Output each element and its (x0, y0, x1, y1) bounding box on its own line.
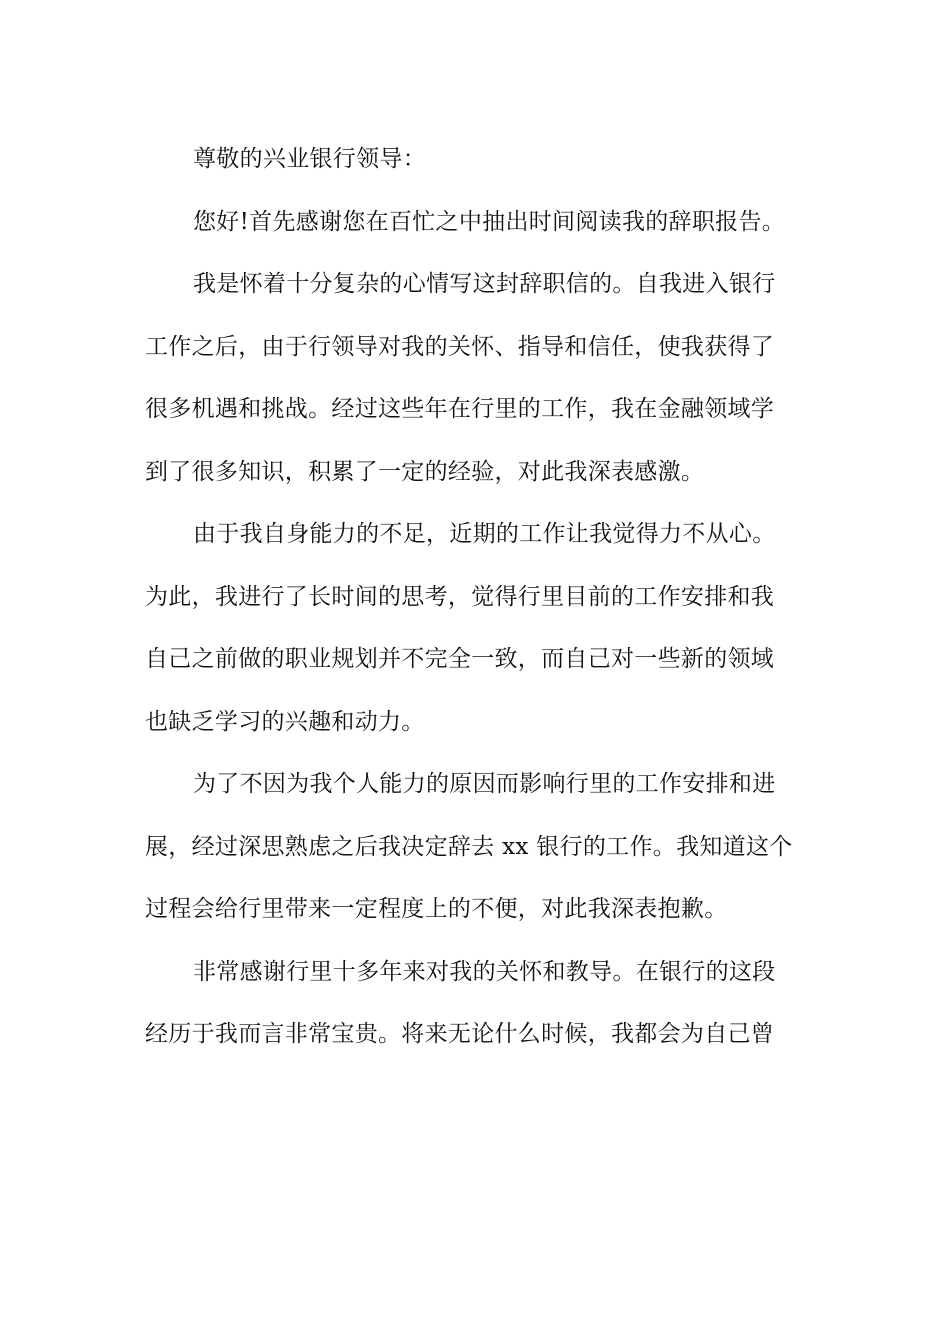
paragraph-2-line-3: 自己之前做的职业规划并不完全一致，而自己对一些新的领域 (145, 646, 775, 672)
paragraph-4-line-2: 经历于我而言非常宝贵。将来无论什么时候，我都会为自己曾 (145, 1021, 775, 1047)
paragraph-4-line-1: 非常感谢行里十多年来对我的关怀和教导。在银行的这段 (193, 958, 776, 985)
paragraph-3-line-2: 展，经过深思熟虑之后我决定辞去 xx 银行的工作。我知道这个 (145, 833, 793, 860)
letter-body (145, 128, 807, 1066)
paragraph-3-line-3: 过程会给行里带来一定程度上的不便，对此我深表抱歉。 (145, 896, 728, 922)
paragraph-1-line-4: 到了很多知识，积累了一定的经验，对此我深表感激。 (145, 458, 705, 485)
greeting-line: 您好!首先感谢您在百忙之中抽出时间阅读我的辞职报告。 (193, 208, 786, 235)
paragraph-3-line-1: 为了不因为我个人能力的原因而影响行里的工作安排和进 (193, 771, 776, 797)
paragraph-1-line-1: 我是怀着十分复杂的心情写这封辞职信的。自我进入银行 (193, 271, 776, 297)
paragraph-1-line-2: 工作之后，由于行领导对我的关怀、指导和信任，使我获得了 (145, 333, 775, 360)
paragraph-1-line-3: 很多机遇和挑战。经过这些年在行里的工作，我在金融领域学 (145, 396, 775, 422)
paragraph-2-line-2: 为此，我进行了长时间的思考，觉得行里目前的工作安排和我 (145, 583, 775, 610)
paragraph-2-line-4: 也缺乏学习的兴趣和动力。 (145, 708, 425, 735)
paragraph-2-line-1: 由于我自身能力的不足，近期的工作让我觉得力不从心。 (193, 521, 776, 547)
salutation: 尊敬的兴业银行领导： (193, 146, 426, 172)
